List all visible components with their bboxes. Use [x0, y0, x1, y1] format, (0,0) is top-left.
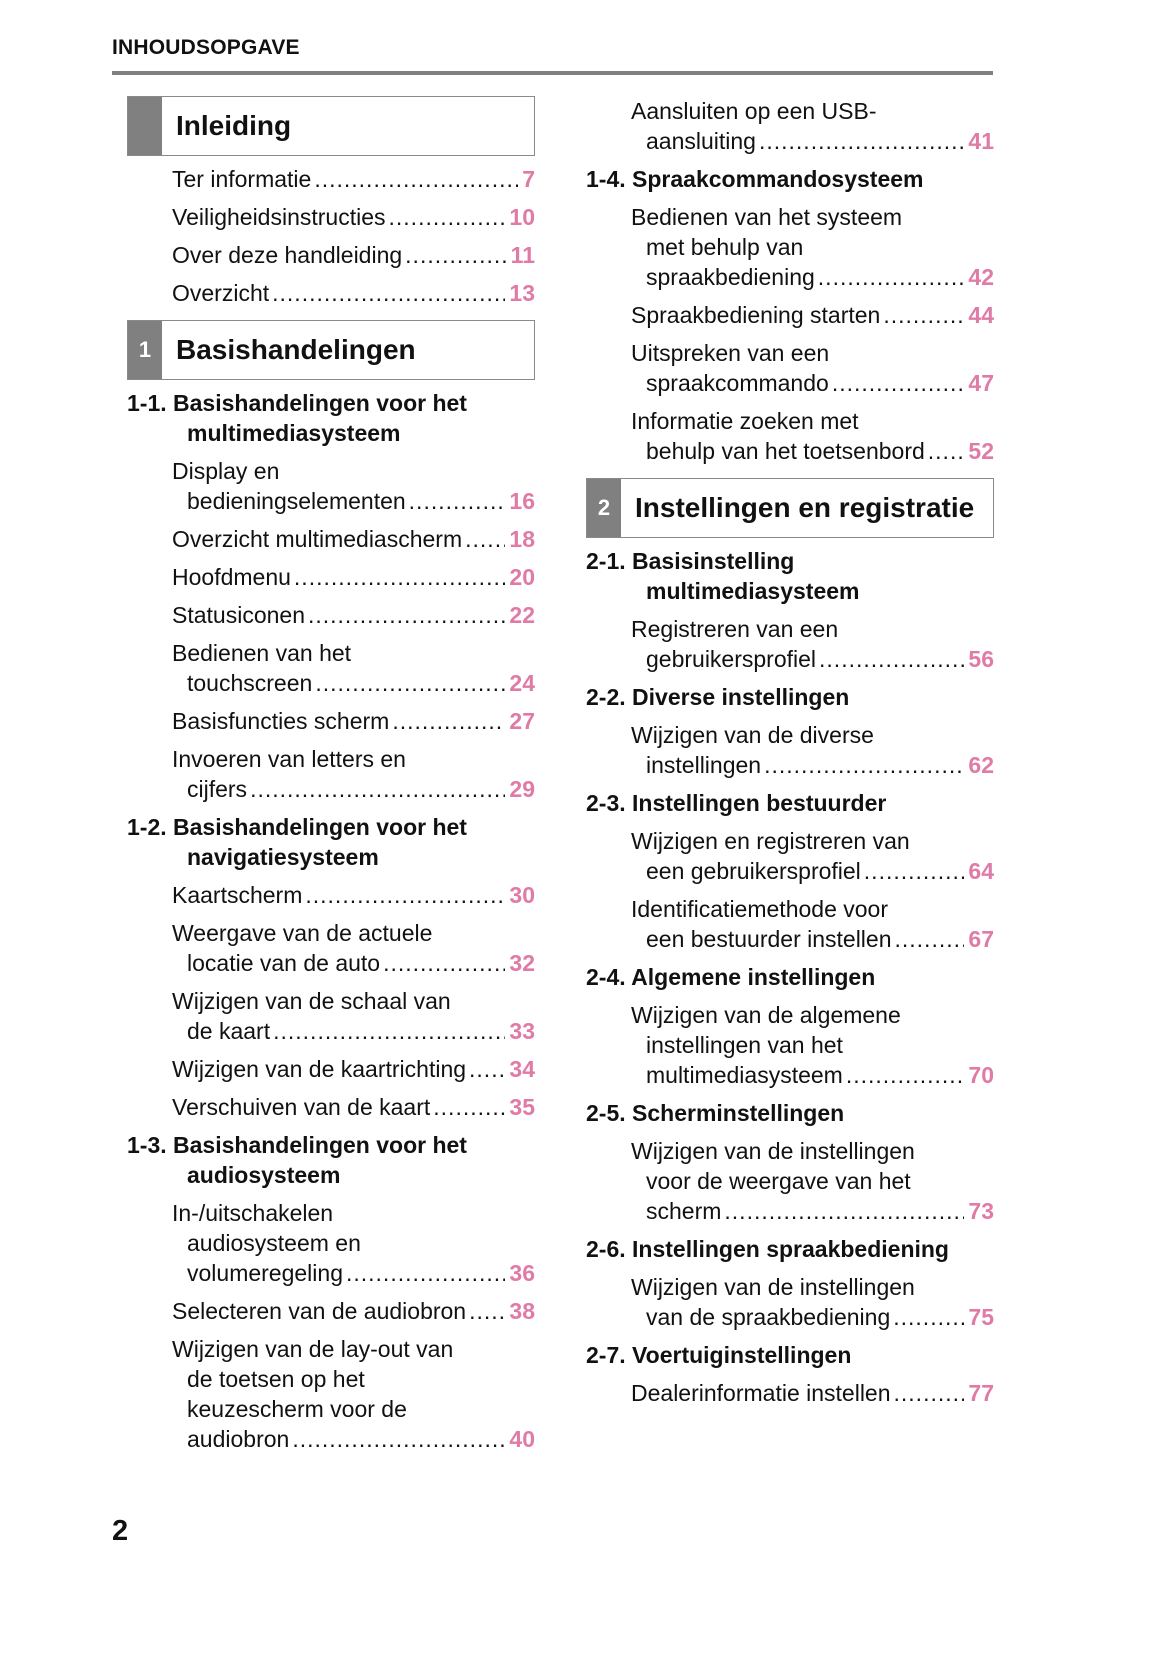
chapter-number-tab	[128, 97, 162, 155]
toc-entry-line	[172, 1258, 535, 1288]
toc-entry-text: Wijzigen van de lay-out van	[172, 1336, 454, 1362]
toc-entry-line	[172, 880, 535, 910]
toc-entry-line	[631, 1272, 994, 1302]
toc-entry-text: volumeregeling	[187, 1260, 343, 1286]
section-heading	[586, 1098, 994, 1128]
chapter-number-tab: 2	[587, 479, 621, 537]
chapter-number-tab: 1	[128, 321, 162, 379]
toc-entry-text: een bestuurder instellen	[646, 926, 892, 952]
toc-entry-text: Wijzigen en registreren van	[631, 828, 910, 854]
toc-entry-text: Kaartscherm	[172, 882, 303, 908]
toc-page-number[interactable]: 20	[509, 564, 535, 590]
dot-leader	[759, 126, 964, 156]
toc-entry-text: Selecteren van de audiobron	[172, 1298, 467, 1324]
toc-entry-line	[172, 456, 535, 486]
toc-entry-text: multimediasysteem	[646, 1062, 843, 1088]
toc-entry-text: Dealerinformatie instellen	[631, 1380, 891, 1406]
toc-entry-text: Basisfuncties scherm	[172, 708, 390, 734]
toc-entry-text: Identificatiemethode voor	[631, 896, 888, 922]
chapter-title: Instellingen en registratie	[635, 492, 975, 523]
dot-leader	[818, 262, 965, 292]
dot-leader	[308, 600, 505, 630]
section-heading	[586, 546, 994, 606]
toc-entry-line	[631, 614, 994, 644]
toc-entry-line	[172, 1198, 535, 1228]
toc-entry-line	[631, 750, 994, 780]
toc-entry-line	[172, 986, 535, 1016]
section-heading-line: 2-5. Scherminstellingen	[586, 1100, 845, 1126]
toc-entry-line	[631, 1060, 994, 1090]
toc-entry-line	[172, 164, 535, 194]
toc-entry-text: Uitspreken van een	[631, 340, 830, 366]
section-heading-line: 1-3. Basishandelingen voor het	[127, 1132, 467, 1158]
toc-entry[interactable]	[127, 278, 535, 308]
toc-entry[interactable]	[586, 338, 994, 398]
toc-entry-line	[631, 1136, 994, 1166]
toc-entry[interactable]	[586, 406, 994, 466]
toc-entry-text: Veiligheidsinstructies	[172, 204, 386, 230]
chapter-heading	[127, 96, 535, 156]
toc-entry-line	[172, 240, 535, 270]
dot-leader	[469, 1054, 505, 1084]
dot-leader	[250, 774, 505, 804]
toc-entry[interactable]	[586, 202, 994, 292]
toc-entry-text: locatie van de auto	[187, 950, 381, 976]
toc-entry-line	[631, 338, 994, 368]
dot-leader	[864, 856, 965, 886]
dot-leader	[764, 750, 964, 780]
toc-entry-line	[172, 486, 535, 516]
toc-page-number[interactable]: 73	[968, 1198, 994, 1224]
section-heading	[127, 812, 535, 872]
section-heading-line: 2-6. Instellingen spraakbediening	[586, 1236, 949, 1262]
section-heading-line: audiosysteem	[187, 1162, 341, 1188]
toc-entry-line	[631, 126, 994, 156]
dot-leader	[314, 164, 518, 194]
section-heading-line: 1-2. Basishandelingen voor het	[127, 814, 467, 840]
toc-entry[interactable]	[127, 1334, 535, 1454]
toc-entry-line	[172, 202, 535, 232]
dot-leader	[893, 1302, 964, 1332]
toc-entry-line	[631, 96, 994, 126]
toc-page-number[interactable]: 18	[509, 526, 535, 552]
toc-entry-line	[631, 436, 994, 466]
toc-entry[interactable]	[127, 456, 535, 516]
toc-page-number[interactable]: 52	[968, 438, 994, 464]
toc-entry-text: scherm	[646, 1198, 722, 1224]
toc-entry[interactable]	[127, 880, 535, 910]
toc-entry-line	[172, 706, 535, 736]
toc-entry-text: Wijzigen van de instellingen	[631, 1138, 915, 1164]
toc-page-number[interactable]: 29	[509, 776, 535, 802]
toc-entry-line	[172, 744, 535, 774]
toc-entry-text: Bedienen van het	[172, 640, 352, 666]
toc-entry[interactable]	[586, 720, 994, 780]
toc-entry[interactable]	[586, 894, 994, 954]
dot-leader	[405, 240, 507, 270]
toc-entry-line	[631, 894, 994, 924]
section-heading	[127, 388, 535, 448]
toc-entry[interactable]	[586, 300, 994, 330]
toc-entry-line	[172, 1228, 535, 1258]
section-heading-line: 2-3. Instellingen bestuurder	[586, 790, 887, 816]
toc-entry-text: Registreren van een	[631, 616, 839, 642]
toc-entry-line	[172, 1092, 535, 1122]
section-heading-line: 1-1. Basishandelingen voor het	[127, 390, 467, 416]
toc-entry[interactable]	[586, 614, 994, 674]
toc-column-right	[586, 96, 994, 1416]
toc-page-number[interactable]: 30	[509, 882, 535, 908]
toc-entry-text: spraakcommando	[646, 370, 829, 396]
toc-entry[interactable]	[127, 1296, 535, 1326]
toc-entry-text: Hoofdmenu	[172, 564, 291, 590]
toc-page-number[interactable]: 32	[509, 950, 535, 976]
toc-page-number[interactable]: 67	[968, 926, 994, 952]
toc-page-number[interactable]: 35	[509, 1094, 535, 1120]
dot-leader	[819, 644, 964, 674]
dot-leader	[724, 1196, 964, 1226]
toc-page-number[interactable]: 34	[509, 1056, 535, 1082]
page-number: 2	[112, 1515, 129, 1547]
toc-entry-text: van de spraakbediening	[646, 1304, 891, 1330]
toc-entry-text: Wijzigen van de schaal van	[172, 988, 451, 1014]
toc-entry-line	[172, 524, 535, 554]
toc-page-number[interactable]: 36	[509, 1260, 535, 1286]
section-heading	[586, 682, 994, 712]
toc-entry[interactable]	[586, 96, 994, 156]
toc-entry-text: aansluiting	[646, 128, 756, 154]
toc-entry-line	[172, 948, 535, 978]
toc-entry-text: Verschuiven van de kaart	[172, 1094, 431, 1120]
toc-entry-text: Invoeren van letters en	[172, 746, 406, 772]
toc-entry[interactable]	[127, 918, 535, 978]
toc-page-number[interactable]: 62	[968, 752, 994, 778]
toc-entry-line	[631, 720, 994, 750]
toc-entry[interactable]	[127, 986, 535, 1046]
section-heading	[586, 1340, 994, 1370]
toc-entry-text: gebruikersprofiel	[646, 646, 817, 672]
toc-entry[interactable]	[127, 1092, 535, 1122]
dot-leader	[465, 524, 505, 554]
toc-entry-text: instellingen van het	[646, 1032, 843, 1058]
toc-entry-line	[172, 1054, 535, 1084]
toc-page-number[interactable]: 24	[509, 670, 535, 696]
section-heading	[127, 1130, 535, 1190]
toc-entry[interactable]	[127, 562, 535, 592]
toc-entry-text: de toetsen op het	[187, 1366, 365, 1392]
toc-entry-line	[172, 1394, 535, 1424]
toc-page-number[interactable]: 77	[968, 1380, 994, 1406]
toc-entry[interactable]	[127, 240, 535, 270]
chapter-heading	[127, 320, 535, 380]
toc-entry[interactable]	[127, 164, 535, 194]
section-heading	[586, 788, 994, 818]
toc-page-number[interactable]: 10	[509, 204, 535, 230]
toc-entry[interactable]	[586, 1136, 994, 1226]
toc-page-number[interactable]: 33	[509, 1018, 535, 1044]
toc-page-number[interactable]: 56	[968, 646, 994, 672]
toc-entry-line	[172, 1016, 535, 1046]
dot-leader	[883, 300, 964, 330]
toc-entry-text: Aansluiten op een USB-	[631, 98, 877, 124]
dot-leader	[315, 668, 505, 698]
toc-entry-line	[631, 202, 994, 232]
header-divider	[112, 71, 993, 75]
toc-entry[interactable]	[586, 1272, 994, 1332]
toc-entry-text: Wijzigen van de diverse	[631, 722, 874, 748]
toc-entry-line	[172, 774, 535, 804]
dot-leader	[273, 1016, 505, 1046]
toc-page-number[interactable]: 22	[509, 602, 535, 628]
toc-entry-text: keuzescherm voor de	[187, 1396, 407, 1422]
toc-entry[interactable]	[127, 706, 535, 736]
toc-entry-line	[172, 1296, 535, 1326]
toc-entry-line	[631, 262, 994, 292]
toc-entry-text: behulp van het toetsenbord	[646, 438, 925, 464]
toc-entry-line	[631, 1030, 994, 1060]
section-heading-line: multimediasysteem	[646, 578, 860, 604]
toc-entry-line	[631, 300, 994, 330]
toc-page-number[interactable]: 11	[510, 242, 535, 268]
dot-leader	[895, 924, 965, 954]
toc-entry-text: Spraakbediening starten	[631, 302, 881, 328]
toc-entry-text: Wijzigen van de kaartrichting	[172, 1056, 467, 1082]
toc-entry-line	[172, 668, 535, 698]
page-header-title: INHOUDSOPGAVE	[112, 36, 300, 59]
toc-entry-line	[172, 278, 535, 308]
toc-page-number[interactable]: 38	[509, 1298, 535, 1324]
dot-leader	[433, 1092, 505, 1122]
toc-page-number[interactable]: 40	[509, 1426, 535, 1452]
toc-entry-line	[631, 1302, 994, 1332]
toc-entry-text: met behulp van	[646, 234, 804, 260]
toc-entry[interactable]	[127, 638, 535, 698]
dot-leader	[294, 562, 505, 592]
toc-entry-line	[631, 1000, 994, 1030]
section-heading-line: 2-7. Voertuiginstellingen	[586, 1342, 852, 1368]
section-heading	[586, 164, 994, 194]
section-heading	[586, 1234, 994, 1264]
dot-leader	[928, 436, 965, 466]
toc-entry[interactable]	[586, 1000, 994, 1090]
toc-entry-text: audiobron	[187, 1426, 290, 1452]
toc-entry-text: cijfers	[187, 776, 248, 802]
dot-leader	[409, 486, 506, 516]
toc-entry-text: instellingen	[646, 752, 762, 778]
toc-entry-line	[172, 562, 535, 592]
toc-entry-text: audiosysteem en	[187, 1230, 361, 1256]
section-heading-line: multimediasysteem	[187, 420, 401, 446]
toc-entry-text: touchscreen	[187, 670, 313, 696]
dot-leader	[305, 880, 505, 910]
section-heading	[586, 962, 994, 992]
section-heading-line: navigatiesysteem	[187, 844, 379, 870]
dot-leader	[346, 1258, 505, 1288]
chapter-title: Inleiding	[176, 110, 292, 141]
toc-entry-line	[172, 1364, 535, 1394]
toc-entry-line	[172, 638, 535, 668]
toc-entry[interactable]	[127, 600, 535, 630]
toc-entry[interactable]	[586, 826, 994, 886]
section-heading-line: 2-2. Diverse instellingen	[586, 684, 850, 710]
toc-entry-line	[631, 924, 994, 954]
toc-page-number[interactable]: 44	[968, 302, 994, 328]
toc-entry-text: de kaart	[187, 1018, 271, 1044]
dot-leader	[832, 368, 965, 398]
toc-entry[interactable]	[127, 744, 535, 804]
toc-page-number[interactable]: 41	[968, 128, 994, 154]
toc-entry-line	[172, 1424, 535, 1454]
toc-entry-line	[172, 918, 535, 948]
toc-entry[interactable]	[127, 202, 535, 232]
toc-entry-text: Statusiconen	[172, 602, 305, 628]
toc-entry-text: Wijzigen van de instellingen	[631, 1274, 915, 1300]
toc-entry-line	[172, 600, 535, 630]
toc-entry-line	[631, 644, 994, 674]
toc-column-left	[127, 96, 535, 1462]
dot-leader	[383, 948, 505, 978]
toc-page-number[interactable]: 75	[968, 1304, 994, 1330]
toc-entry[interactable]	[127, 1054, 535, 1084]
toc-entry-text: Weergave van de actuele	[172, 920, 433, 946]
chapter-title: Basishandelingen	[176, 334, 416, 365]
toc-entry-text: In-/uitschakelen	[172, 1200, 334, 1226]
toc-page-number[interactable]: 16	[509, 488, 535, 514]
section-heading-line: 2-4. Algemene instellingen	[586, 964, 876, 990]
section-heading-line: 1-4. Spraakcommandosysteem	[586, 166, 924, 192]
toc-page-number[interactable]: 47	[968, 370, 994, 396]
dot-leader	[389, 202, 506, 232]
toc-entry-text: Informatie zoeken met	[631, 408, 859, 434]
dot-leader	[392, 706, 505, 736]
toc-entry-text: spraakbediening	[646, 264, 815, 290]
toc-entry-text: Overzicht multimediascherm	[172, 526, 463, 552]
toc-entry-line	[631, 1166, 994, 1196]
toc-entry-line	[631, 368, 994, 398]
toc-entry-line	[631, 856, 994, 886]
toc-page-number[interactable]: 70	[968, 1062, 994, 1088]
dot-leader	[894, 1378, 965, 1408]
toc-entry-text: Ter informatie	[172, 166, 312, 192]
toc-entry-line	[631, 406, 994, 436]
toc-page-number[interactable]: 27	[509, 708, 535, 734]
toc-entry-text: Display en	[172, 458, 280, 484]
toc-entry-text: Wijzigen van de algemene	[631, 1002, 901, 1028]
toc-entry-line	[631, 826, 994, 856]
dot-leader	[469, 1296, 505, 1326]
toc-entry-line	[631, 232, 994, 262]
toc-entry[interactable]	[586, 1378, 994, 1408]
toc-entry-text: Bedienen van het systeem	[631, 204, 903, 230]
dot-leader	[272, 278, 505, 308]
toc-page-number[interactable]: 7	[522, 166, 535, 192]
toc-entry-text: Over deze handleiding	[172, 242, 403, 268]
toc-page-number[interactable]: 42	[968, 264, 994, 290]
dot-leader	[292, 1424, 505, 1454]
toc-entry-line	[172, 1334, 535, 1364]
toc-entry-text: Overzicht	[172, 280, 270, 306]
toc-entry-line	[631, 1378, 994, 1408]
dot-leader	[846, 1060, 965, 1090]
section-heading-line: 2-1. Basisinstelling	[586, 548, 795, 574]
toc-entry-line	[631, 1196, 994, 1226]
toc-entry-text: voor de weergave van het	[646, 1168, 911, 1194]
toc-entry-text: bedieningselementen	[187, 488, 406, 514]
toc-entry[interactable]	[127, 524, 535, 554]
toc-page-number[interactable]: 13	[509, 280, 535, 306]
chapter-heading	[586, 478, 994, 538]
toc-entry[interactable]	[127, 1198, 535, 1288]
toc-page-number[interactable]: 64	[968, 858, 994, 884]
toc-entry-text: een gebruikersprofiel	[646, 858, 861, 884]
